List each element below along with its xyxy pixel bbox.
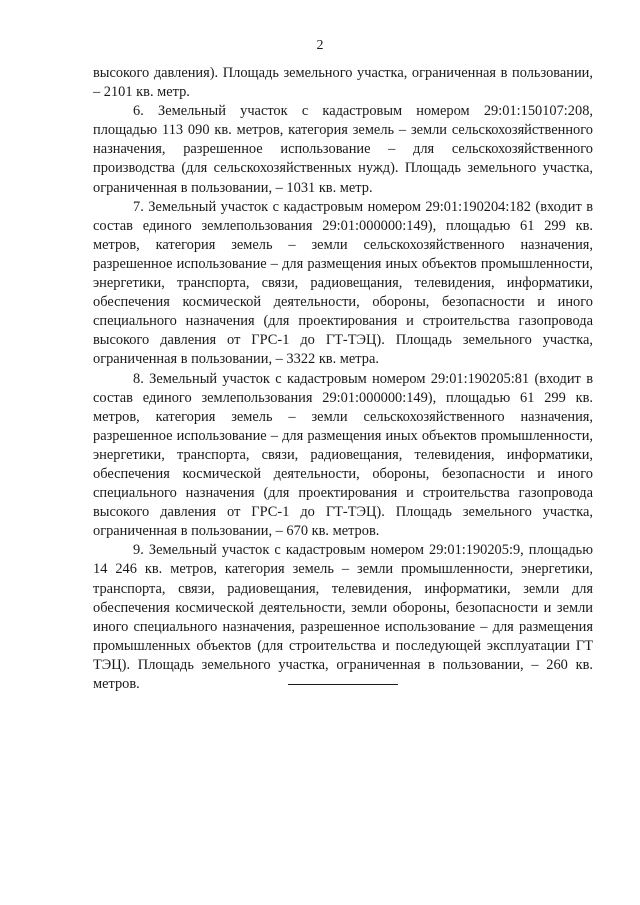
paragraph-item-9: 9. Земельный участок с кадастровым номером 29:01:190205:9, площадью 14 246 кв. метров, категория земель – земли промышленности, энергетики, транспорта, связи, радиовещания, телевидения, информатики, земли для обеспечения космической деятельности, земли обороны, безопасности и земли иного специального назначения, разрешенное использование – для размещения промышленных объектов (для строительства и последующей эксплуатации ГТ ТЭЦ). Площадь земельного участка, ограниченная в пользовании, – 260 кв. метров.	[93, 542, 593, 692]
document-body	[93, 64, 593, 694]
paragraph-item-8: 8. Земельный участок с кадастровым номером 29:01:190205:81 (входит в состав единого землепользования 29:01:000000:149), площадью 61 299 кв. метров, категория земель – земли сельскохозяйственного назначения, разрешенное использование – для размещения иных объектов промышленности, энергетики, транспорта, связи, радиовещания, телевидения, информатики, обеспечения космической деятельности, обороны, безопасности и иного специального назначения (для проектирования и строительства газопровода высокого давления от ГРС-1 до ГТ-ТЭЦ). Площадь земельного участка, ограниченная в пользовании, – 670 кв. метров.	[93, 370, 593, 540]
paragraph-item-7: 7. Земельный участок с кадастровым номером 29:01:190204:182 (входит в состав единого землепользования 29:01:000000:149), площадью 61 299 кв. метров, категория земель – земли сельскохозяйственного назначения, разрешенное использование – для размещения иных объектов промышленности, энергетики, транспорта, связи, радиовещания, телевидения, информатики, обеспечения космической деятельности, обороны, безопасности и иного специального назначения (для проектирования и строительства газопровода высокого давления от ГРС-1 до ГТ-ТЭЦ). Площадь земельного участка, ограниченная в пользовании, – 3322 кв. метра.	[93, 198, 593, 368]
end-divider-line	[288, 684, 398, 685]
paragraph-item-6: 6. Земельный участок с кадастровым номером 29:01:150107:208, площадью 113 090 кв. метров, категория земель – земли сельскохозяйственного назначения, разрешенное использование – для сельскохозяйственного производства (для сельскохозяйственных нужд). Площадь земельного участка, ограниченная в пользовании, – 1031 кв. метр.	[93, 103, 593, 196]
paragraph-continuation: высокого давления). Площадь земельного участка, ограниченная в пользовании, – 2101 кв. метр.	[93, 65, 593, 101]
page-number: 2	[316, 38, 324, 53]
